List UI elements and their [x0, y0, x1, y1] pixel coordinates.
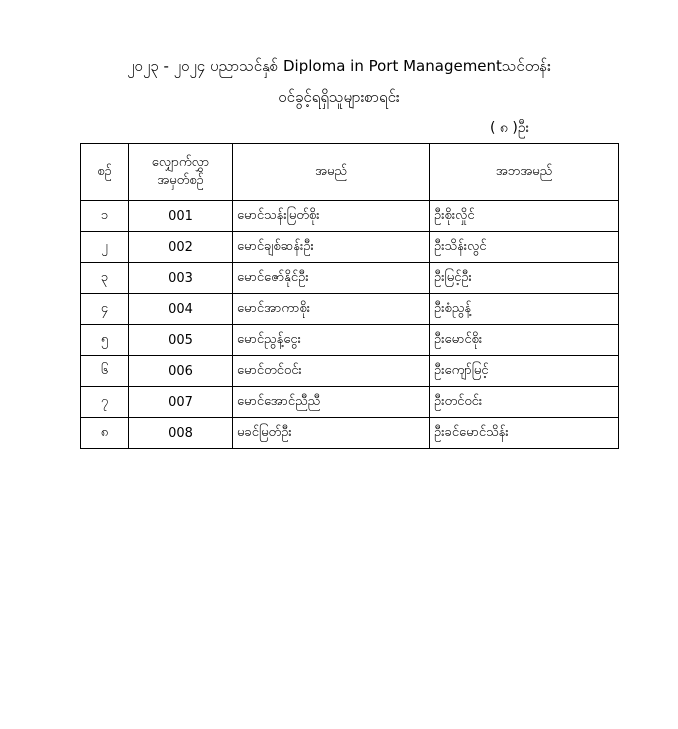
table-row: [81, 325, 619, 356]
cell-father-name: ဦးသိန်းလွင်: [430, 232, 619, 263]
cell-application-no: 002: [129, 232, 233, 263]
header-serial: စဉ်: [81, 144, 129, 201]
cell-name: မောင်တင်ဝင်း: [233, 356, 430, 387]
cell-application-no: 004: [129, 294, 233, 325]
header-application-no-line1: လျှောက်လွှာ: [151, 155, 210, 170]
cell-application-no: 003: [129, 263, 233, 294]
cell-father-name: ဦးစိုးလှိုင်: [430, 201, 619, 232]
cell-father-name: ဦးမြင့်ဦး: [430, 263, 619, 294]
table-row: [81, 418, 619, 449]
cell-serial: ၈: [81, 418, 129, 449]
cell-application-no: 006: [129, 356, 233, 387]
admission-list-table: [80, 143, 619, 449]
cell-serial: ၆: [81, 356, 129, 387]
cell-serial: ၅: [81, 325, 129, 356]
cell-father-name: ဦးခင်မောင်သိန်း: [430, 418, 619, 449]
participant-count: ( ၈ )ဦး: [490, 120, 530, 136]
cell-name: မောင်ချစ်ဆန်းဦး: [233, 232, 430, 263]
cell-name: မခင်မြတ်ဦး: [233, 418, 430, 449]
table-row: [81, 294, 619, 325]
header-father-name: အဘအမည်: [430, 144, 619, 201]
table-header-row: [81, 144, 619, 201]
table-row: [81, 201, 619, 232]
cell-father-name: ဦးမောင်စိုး: [430, 325, 619, 356]
cell-father-name: ဦးစံညွန့်: [430, 294, 619, 325]
header-application-no-line2: အမှတ်စဉ်: [157, 173, 204, 188]
cell-father-name: ဦးကျော်မြင့်: [430, 356, 619, 387]
document-title: ၂၀၂၃ - ၂၀၂၄ ပညာသင်နှစ် Diploma in Port Managementသင်တန်း: [127, 57, 551, 75]
cell-name: မောင်ညွန့်ငွေး: [233, 325, 430, 356]
cell-name: မောင်အောင်ညီညီ: [233, 387, 430, 418]
cell-serial: ၂: [81, 232, 129, 263]
cell-name: မောင်သန်းမြတ်စိုး: [233, 201, 430, 232]
cell-serial: ၃: [81, 263, 129, 294]
cell-serial: ၄: [81, 294, 129, 325]
cell-serial: ၁: [81, 201, 129, 232]
table-row: [81, 232, 619, 263]
cell-application-no: 008: [129, 418, 233, 449]
cell-name: မောင်အာကာစိုး: [233, 294, 430, 325]
cell-application-no: 001: [129, 201, 233, 232]
cell-application-no: 005: [129, 325, 233, 356]
header-application-no: [129, 144, 233, 201]
cell-name: မောင်ဇော်နိုင်ဦး: [233, 263, 430, 294]
cell-father-name: ဦးတင်ဝင်း: [430, 387, 619, 418]
table-row: [81, 356, 619, 387]
document-subtitle: ဝင်ခွင့်ရရှိသူများစာရင်း: [278, 88, 400, 106]
table-row: [81, 263, 619, 294]
table-row: [81, 387, 619, 418]
cell-application-no: 007: [129, 387, 233, 418]
header-name: အမည်: [233, 144, 430, 201]
cell-serial: ၇: [81, 387, 129, 418]
